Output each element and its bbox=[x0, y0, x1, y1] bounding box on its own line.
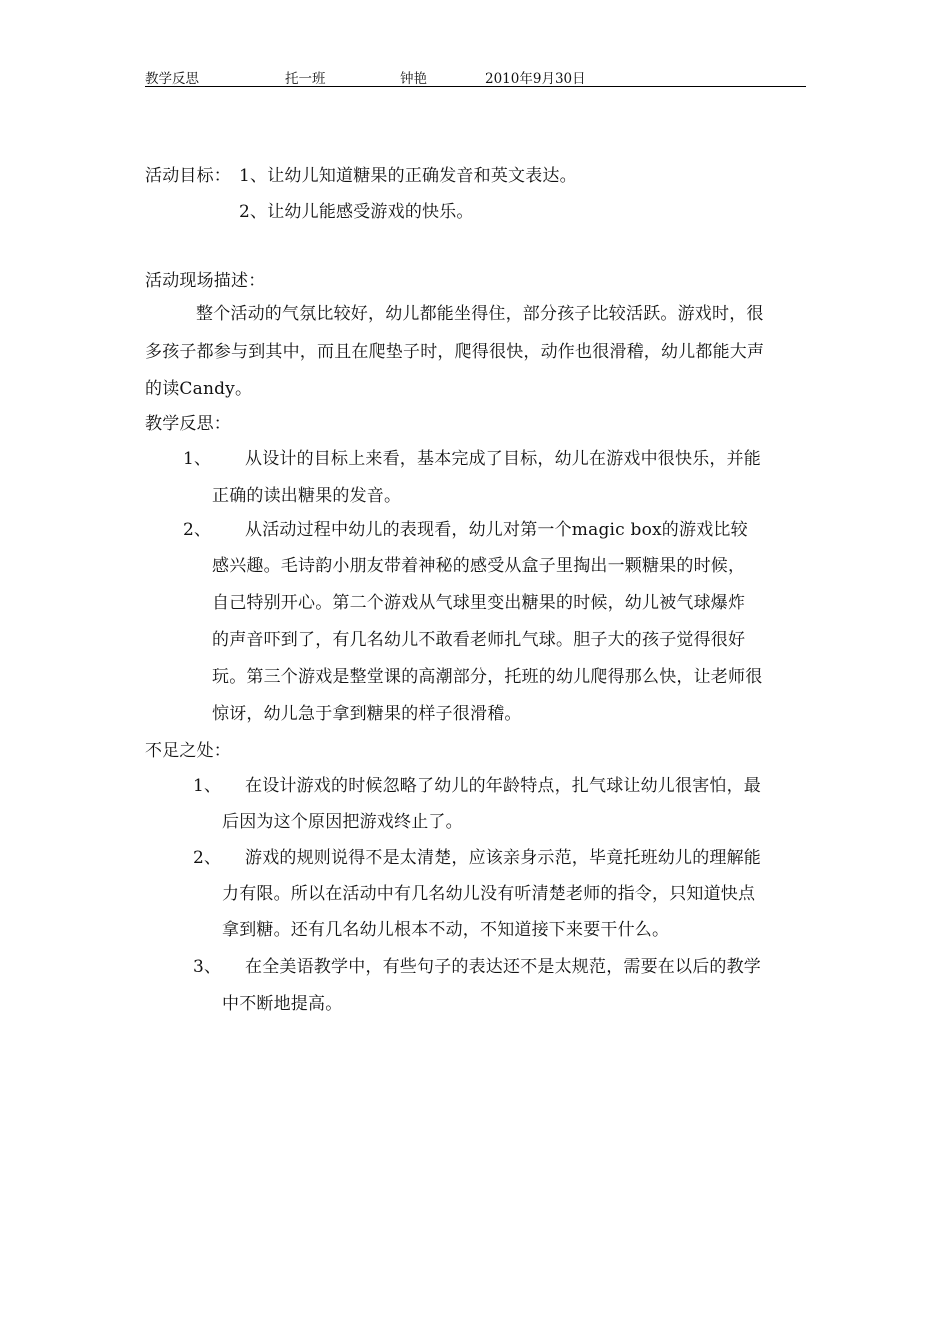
shortcoming-item-line: 拿到糖。还有几名幼儿根本不动，不知道接下来要干什么。 bbox=[222, 920, 670, 940]
goal-item-2: 2、让幼儿能感受游戏的快乐。 bbox=[239, 202, 474, 222]
scene-heading: 活动现场描述： bbox=[145, 271, 266, 291]
reflection-item-line: 的声音吓到了，有几名幼儿不敢看老师扎气球。胆子大的孩子觉得很好 bbox=[212, 630, 746, 650]
reflection-heading: 教学反思： bbox=[145, 414, 231, 434]
header-class: 托一班 bbox=[285, 71, 326, 87]
shortcoming-item-number: 1、 bbox=[193, 776, 222, 796]
reflection-item-number: 1、 bbox=[183, 449, 212, 469]
reflection-item-line: 从活动过程中幼儿的表现看，幼儿对第一个magic box的游戏比较 bbox=[245, 520, 748, 540]
header-date: 2010年9月30日 bbox=[485, 71, 586, 87]
reflection-item-number: 2、 bbox=[183, 520, 212, 540]
reflection-item-line: 正确的读出糖果的发音。 bbox=[212, 486, 402, 506]
shortcoming-item-line: 后因为这个原因把游戏终止了。 bbox=[222, 812, 463, 832]
reflection-item-line: 惊讶，幼儿急于拿到糖果的样子很滑稽。 bbox=[212, 704, 522, 724]
shortcoming-item-line: 中不断地提高。 bbox=[222, 994, 343, 1014]
shortcoming-item-number: 2、 bbox=[193, 848, 222, 868]
shortcomings-heading: 不足之处： bbox=[145, 741, 231, 761]
reflection-item-line: 玩。第三个游戏是整堂课的高潮部分，托班的幼儿爬得那么快，让老师很 bbox=[212, 667, 763, 687]
scene-line: 多孩子都参与到其中，而且在爬垫子时，爬得很快，动作也很滑稽，幼儿都能大声 bbox=[145, 342, 765, 362]
shortcoming-item-line: 在全美语教学中，有些句子的表达还不是太规范，需要在以后的教学 bbox=[245, 957, 761, 977]
goal-item-1: 1、让幼儿知道糖果的正确发音和英文表达。 bbox=[239, 166, 577, 186]
reflection-item-line: 感兴趣。毛诗韵小朋友带着神秘的感受从盒子里掏出一颗糖果的时候， bbox=[212, 556, 746, 576]
reflection-item-line: 自己特别开心。第二个游戏从气球里变出糖果的时候，幼儿被气球爆炸 bbox=[212, 593, 746, 613]
goals-heading: 活动目标： bbox=[145, 166, 231, 186]
scene-line: 的读Candy。 bbox=[145, 379, 253, 399]
shortcoming-item-line: 在设计游戏的时候忽略了幼儿的年龄特点，扎气球让幼儿很害怕，最 bbox=[245, 776, 761, 796]
header-teacher: 钟艳 bbox=[400, 71, 427, 87]
header-topic: 教学反思 bbox=[145, 71, 199, 87]
page-header bbox=[145, 64, 806, 87]
shortcoming-item-line: 力有限。所以在活动中有几名幼儿没有听清楚老师的指令，只知道快点 bbox=[222, 884, 756, 904]
reflection-item-line: 从设计的目标上来看，基本完成了目标，幼儿在游戏中很快乐，并能 bbox=[245, 449, 761, 469]
scene-line: 整个活动的气氛比较好，幼儿都能坐得住，部分孩子比较活跃。游戏时，很 bbox=[196, 304, 764, 324]
shortcoming-item-number: 3、 bbox=[193, 957, 222, 977]
shortcoming-item-line: 游戏的规则说得不是太清楚，应该亲身示范，毕竟托班幼儿的理解能 bbox=[245, 848, 761, 868]
